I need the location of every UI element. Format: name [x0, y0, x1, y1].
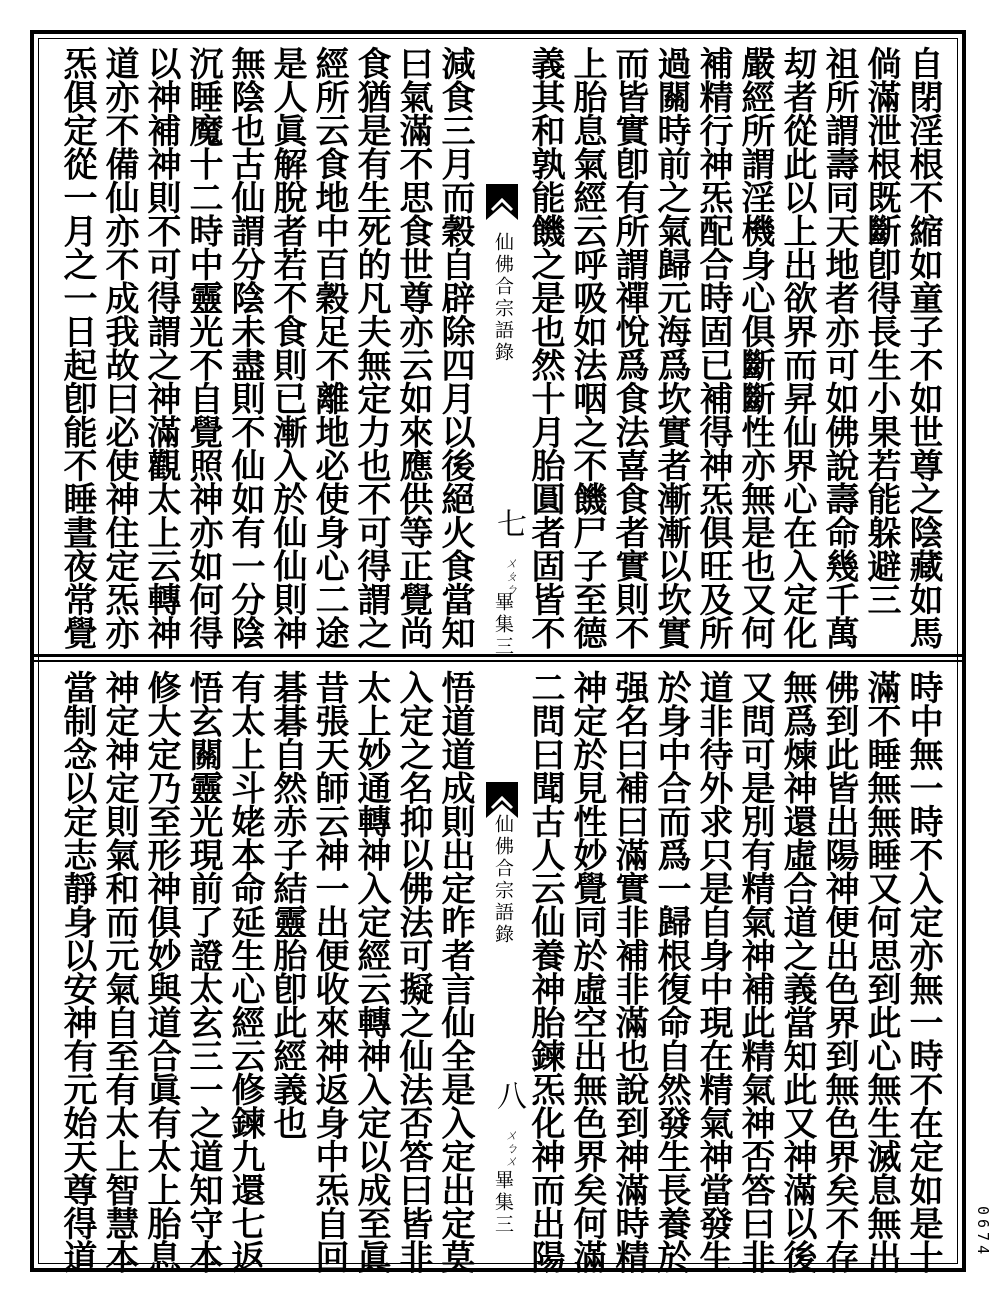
text-column: 沉睡魔十二時中靈光不自覺照神亦如何得 [183, 46, 223, 649]
text-column: 以神補神則不可得謂之神滿觀太上云轉神 [141, 46, 181, 649]
text-column: 曰氣滿不思食世尊亦云如來應供等正覺尚 [393, 46, 433, 649]
text-column: 悟道道成則出定昨者言仙全是入定出定莫 [435, 670, 475, 1273]
text-column: 神定神定則氣和而元氣自至有太上智慧本 [99, 670, 139, 1273]
text-column: 昔張天師云神一出便收來神返身中炁自回 [309, 670, 349, 1273]
text-column: 當制念以定志靜身以安神有元始天尊得道 [57, 670, 97, 1273]
text-column: 食猶是有生死的凡夫無定力也不可得謂之 [351, 46, 391, 649]
text-column: 是人眞解脫者若不食則已漸入於仙仙則神 [267, 46, 307, 649]
text-column: 時中無一時不入定亦無一時不在定如是十 [903, 670, 943, 1273]
text-column: 有太上斗姥本命延生心經云修鍊九還七返 [225, 670, 265, 1273]
text-column: 倘滿泄根既斷卽得長生小果若能躲避三 [861, 46, 901, 616]
text-column: 而皆實卽有所謂禪悅爲食法喜食者實則不 [609, 46, 649, 649]
book-title: 仙佛合宗語錄 [492, 814, 514, 946]
text-column: 自閉淫根不縮如童子不如世尊之陰藏如馬 [903, 46, 943, 649]
page-number: 七 [491, 508, 526, 538]
text-column: 經所云食地中百穀足不離地必使身心二途 [309, 46, 349, 649]
handwritten-note: ㄨㄅㄨ [502, 1128, 517, 1167]
bottom-leaf [48, 670, 948, 1273]
center-gutter [480, 670, 524, 1266]
text-column: 神定於見性妙覺同於虛空出無色界矣何滿 [567, 670, 607, 1273]
text-column: 無陰也古仙謂分陰未盡則不仙如有一分陰 [225, 46, 265, 649]
text-column: 悟玄關靈光現前了證太玄三一之道知守本 [183, 670, 223, 1273]
text-column: 强名曰補曰滿實非補非滿也說到神滿時精 [609, 670, 649, 1273]
collection-name: 畢集三 [492, 592, 514, 658]
text-column: 炁俱定從一月之一日起卽能不睡晝夜常覺 [57, 46, 97, 649]
text-column: 又問可是別有精氣神補此精氣神否答曰非 [735, 670, 775, 1273]
text-column: 補精行神炁配合時固已補得神炁俱旺及所 [693, 46, 733, 649]
fish-tail-mark-icon [484, 180, 520, 224]
text-column: 嚴經所謂淫機身心俱斷斷性亦無是也又何 [735, 46, 775, 649]
page-number: 八 [491, 1080, 526, 1110]
center-gutter [480, 46, 526, 658]
text-column: 上胎息氣經云呼吸如法咽之不饑尸子至德 [567, 46, 607, 649]
text-column: 刧者從此以上出欲界而昇仙界心在入定化 [777, 46, 817, 649]
archive-page-number: 0674 [974, 1206, 992, 1259]
text-column: 減食三月而穀自辟除四月以後絕火食當知 [435, 46, 475, 649]
text-column: 佛到此皆出陽神便出色界到無色界矣不存 [819, 670, 859, 1273]
text-column: 義其和孰能饑之是也然十月胎圓者固皆不 [525, 46, 565, 649]
text-column: 過關時前之氣歸元海爲坎實者漸漸以坎實 [651, 46, 691, 649]
text-column: 碁碁自然赤子結靈胎卽此經義也 [267, 670, 307, 1139]
text-column: 太上妙通轉神入定經云轉神入定以成至眞 [351, 670, 391, 1273]
text-column: 滿不睡無無睡又何思到此心無生滅息無出 [861, 670, 901, 1273]
text-column: 無爲煉神還虛合道之義當知此又神滿以後 [777, 670, 817, 1273]
text-column: 入定之名抑以佛法可擬之仙法否答曰皆非 [393, 670, 433, 1273]
handwritten-note: ㄨㄆㄅ [502, 556, 517, 595]
text-column: 二問曰聞古人云仙養神胎鍊炁化神而出陽 [525, 670, 565, 1273]
text-column: 於身中合而爲一歸根復命自然發生長養於 [651, 670, 691, 1273]
text-column: 道亦不備仙亦不成我故曰必使神住定炁亦 [99, 46, 139, 649]
text-column: 修大定乃至形神俱妙與道合眞有太上胎息 [141, 670, 181, 1273]
book-title: 仙佛合宗語錄 [492, 232, 514, 364]
collection-name: 畢集三 [492, 1170, 514, 1236]
text-column: 祖所謂壽同天地者亦可如佛說壽命幾千萬 [819, 46, 859, 649]
text-column: 道非待外求只是自身中現在精氣神當發生 [693, 670, 733, 1273]
top-leaf [48, 46, 948, 658]
